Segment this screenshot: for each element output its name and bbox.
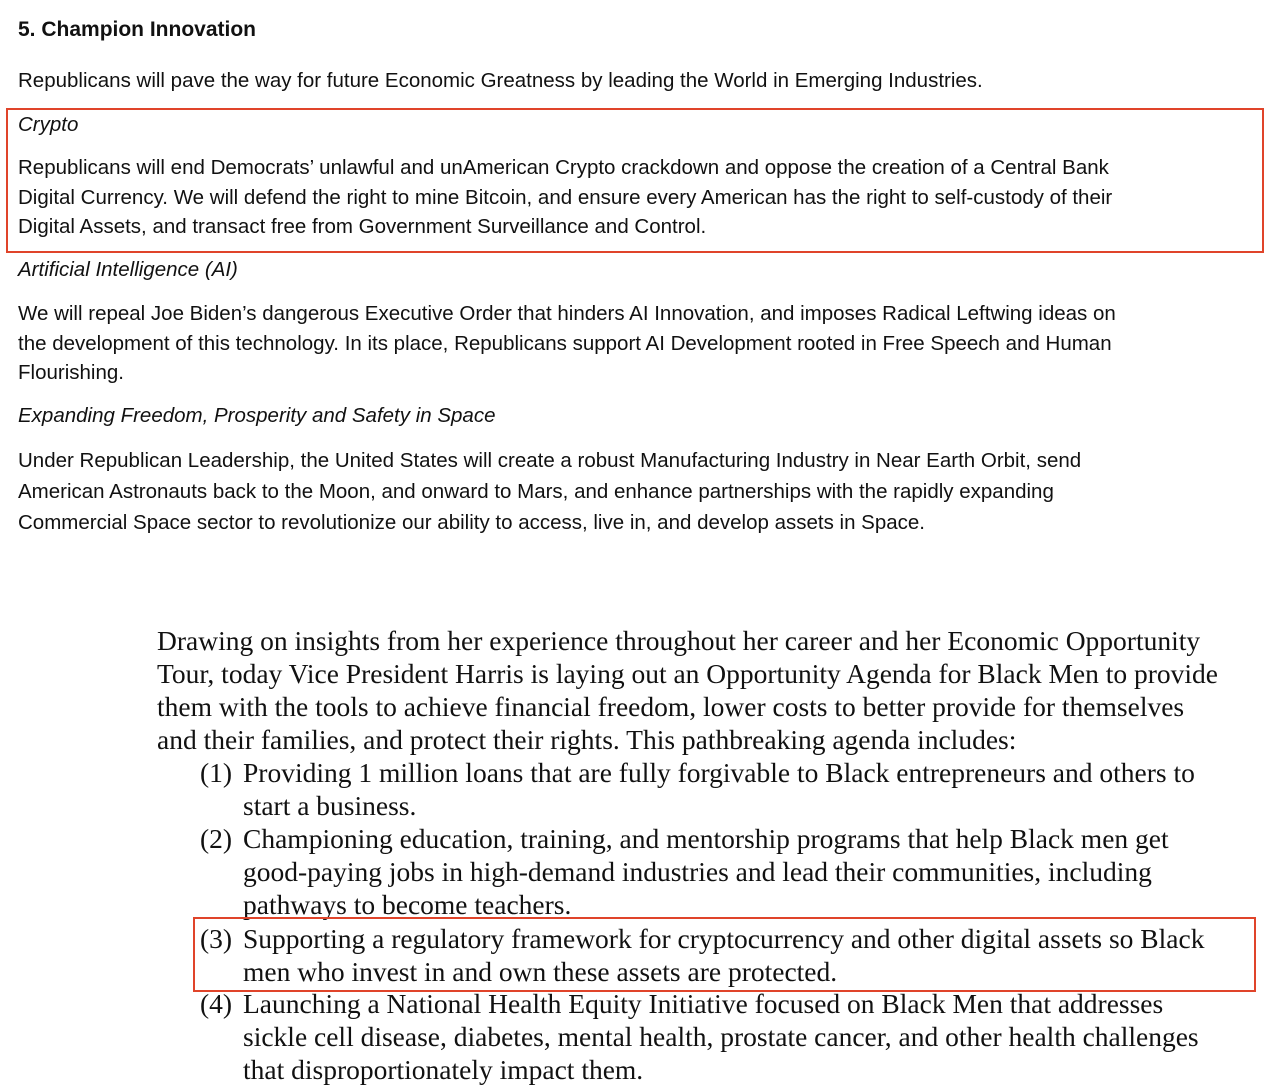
paragraph-line: them with the tools to achieve financial freedom, lower costs to better provide for themselves xyxy=(157,691,1185,722)
list-item xyxy=(243,756,1195,822)
list-number: (3) xyxy=(200,923,233,954)
list-item-line: start a business. xyxy=(243,790,417,821)
section-heading: 5. Champion Innovation xyxy=(18,18,257,41)
paragraph-line: American Astronauts back to the Moon, and onward to Mars, and enhance partnerships with the rapidly expanding xyxy=(18,480,1054,503)
list-item xyxy=(243,987,1199,1086)
crypto-highlight-box xyxy=(6,108,1264,253)
list-item-line: good-paying jobs in high-demand industries and lead their communities, including xyxy=(243,856,1152,887)
paragraph-ai xyxy=(18,299,1258,388)
list-item-line: Supporting a regulatory framework for cryptocurrency and other digital assets so Black xyxy=(243,923,1205,954)
subheading-space: Expanding Freedom, Prosperity and Safety in Space xyxy=(18,404,496,427)
paragraph-line: Under Republican Leadership, the United States will create a robust Manufacturing Industry in Near Earth Orbit, send xyxy=(18,449,1082,472)
paragraph-line: Drawing on insights from her experience throughout her career and her Economic Opportunity xyxy=(157,625,1201,656)
list-item-line: men who invest in and own these assets are protected. xyxy=(243,956,838,987)
paragraph-space xyxy=(18,445,1258,538)
list-item-line: that disproportionately impact them. xyxy=(243,1054,644,1085)
paragraph-line: Republicans will end Democrats’ unlawful and unAmerican Crypto crackdown and oppose the creation of a Central Bank xyxy=(18,156,1109,179)
paragraph-line: the development of this technology. In its place, Republicans support AI Development rooted in Free Speech and Human xyxy=(18,331,1112,355)
list-number: (1) xyxy=(200,757,233,788)
list-item-line: Launching a National Health Equity Initiative focused on Black Men that addresses xyxy=(243,988,1164,1019)
paragraph-line: Tour, today Vice President Harris is laying out an Opportunity Agenda for Black Men to provide xyxy=(157,658,1218,689)
subheading-crypto: Crypto xyxy=(18,113,79,136)
paragraph-line: Digital Currency. We will defend the right to mine Bitcoin, and ensure every American has the right to self-custody of their xyxy=(18,185,1113,209)
paragraph-line: Commercial Space sector to revolutionize our ability to access, live in, and develop assets in Space. xyxy=(18,511,926,534)
section-intro: Republicans will pave the way for future Economic Greatness by leading the World in Emerging Industries. xyxy=(18,69,983,92)
list-item-line: Providing 1 million loans that are fully forgivable to Black entrepreneurs and others to xyxy=(243,757,1195,788)
list-number: (4) xyxy=(200,988,233,1019)
paragraph-line: and their families, and protect their rights. This pathbreaking agenda includes: xyxy=(157,724,1017,755)
list-number: (2) xyxy=(200,823,233,854)
paragraph-line: Digital Assets, and transact free from Government Surveillance and Control. xyxy=(18,215,707,238)
list-item-line: pathways to become teachers. xyxy=(243,889,572,920)
agenda-intro xyxy=(157,624,1218,756)
list-item-line: Championing education, training, and mentorship programs that help Black men get xyxy=(243,823,1169,854)
paragraph-line: We will repeal Joe Biden’s dangerous Executive Order that hinders AI Innovation, and imposes Radical Leftwing ideas on xyxy=(18,302,1116,325)
paragraph-line: Flourishing. xyxy=(18,361,124,384)
list-item-line: sickle cell disease, diabetes, mental health, prostate cancer, and other health challenges xyxy=(243,1021,1199,1052)
list-item xyxy=(243,822,1169,921)
crypto-agenda-highlight-box xyxy=(193,917,1256,992)
subheading-ai: Artificial Intelligence (AI) xyxy=(18,258,238,281)
